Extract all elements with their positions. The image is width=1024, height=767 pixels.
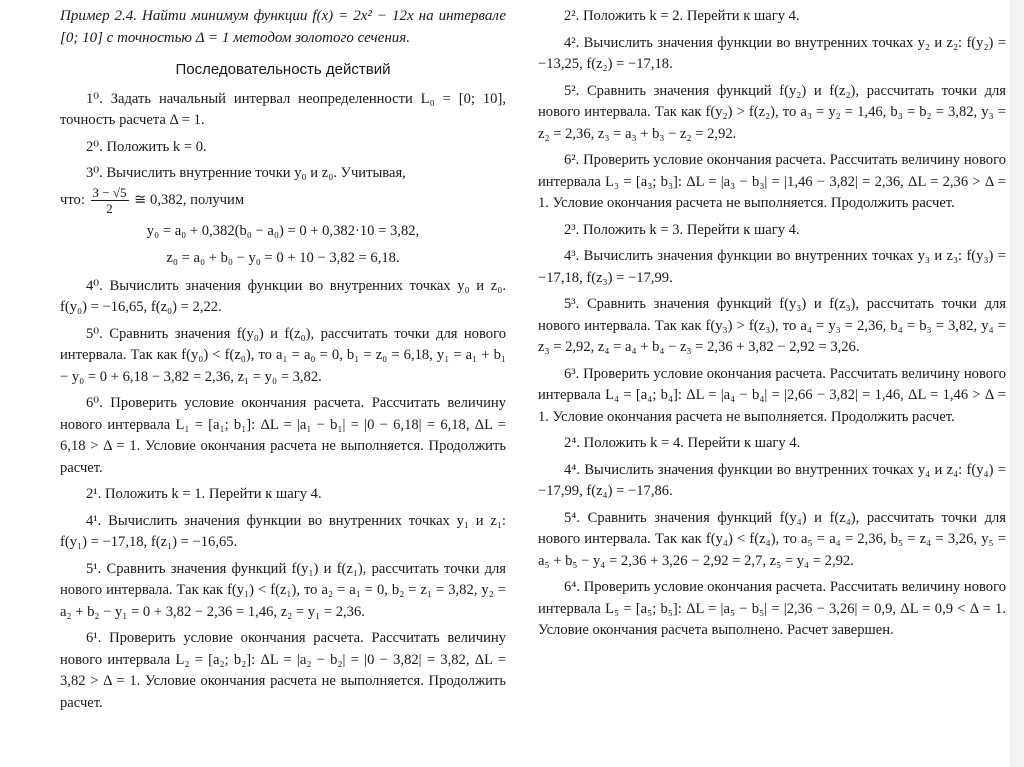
fraction-denominator: 2 — [106, 200, 113, 216]
step-5-1: 5¹. Сравнить значения функций f(y₁) и f(z₁), рассчитать точки для нового интервала. Так как f(y₁) < f(z₁), то a₂ = a₁ = 0, b₂ = z₁ = 3,82, y₂ = a₂ + b₂ − y₁ = 0 + 3,82 − 2,36 = 1,46, z₂ = y₁ = 2,36. — [60, 560, 506, 620]
step-6-4: 6⁴. Проверить условие окончания расчета. Рассчитать величину нового интервала L₅ = [a₅; b₅]: ΔL = |a₅ − b₅| = |2,36 − 3,26| = 0,9, ΔL = 0,9 < Δ = 1. Условие окончания расчета выполнено. Расчет завершен. — [538, 579, 1006, 638]
step-6-3: 6³. Проверить условие окончания расчета. Рассчитать величину нового интервала L₄ = [a₄; b₄]: ΔL = |a₄ − b₄| = |2,66 − 3,82| = 1,46, ΔL = 1,46 > Δ = 1. Условие окончания расчета не выполняется. Продолжить расчет. — [538, 365, 1006, 425]
formula-z0: z₀ = a₀ + b₀ − y₀ = 0 + 10 − 3,82 = 6,18. — [166, 250, 400, 266]
step-5-4: 5⁴. Сравнить значения функций f(y₄) и f(z₄), рассчитать точки для нового интервала. Так как f(y₄) < f(z₄), то a₅ = a₄ = 2,36, b₅ = z₄ = 3,26, y₅ = a₅ + b₅ − y₄ = 2,36 + 3,26 − 2,92 = 2,7, z₅ = y₄ = 2,92. — [538, 509, 1006, 569]
step-6-1: 6¹. Проверить условие окончания расчета. Рассчитать величину нового интервала L₂ = [a₂; b₂]: ΔL = |a₂ − b₂| = |0 − 3,82| = 3,82, ΔL = 3,82 > Δ = 1. Условие окончания расчета не выполняется. Продолжить расчет. — [60, 630, 506, 711]
step-4-0: 4⁰. Вычислить значения функции во внутренних точках y₀ и z₀. f(y₀) = −16,65, f(z₀) = 2,22. — [60, 277, 506, 315]
step-2-4: 2⁴. Положить k = 4. Перейти к шагу 4. — [564, 435, 801, 451]
step-4-3: 4³. Вычислить значения функции во внутренних точках y₃ и z₃: f(y₃) = −17,18, f(z₃) = −17,99. — [538, 248, 1006, 286]
step-2-3: 2³. Положить k = 3. Перейти к шагу 4. — [564, 221, 800, 238]
golden-ratio-line — [60, 185, 506, 216]
step-3-0: 3⁰. Вычислить внутренние точки y₀ и z₀. Учитывая, — [86, 165, 406, 181]
page-edge — [1010, 0, 1024, 767]
step-4-2: 4². Вычислить значения функции во внутренних точках y₂ и z₂: f(y₂) = −13,25, f(z₂) = −17,18. — [538, 34, 1006, 72]
step-1-0: 1⁰. Задать начальный интервал неопределенности L₀ = [0; 10], точность расчета Δ = 1. — [60, 90, 506, 128]
golden-ratio-lead: что: — [60, 191, 85, 208]
step-4-1: 4¹. Вычислить значения функции во внутренних точках y₁ и z₁: f(y₁) = −17,18, f(z₁) = −16,65. — [60, 512, 506, 550]
step-6-0: 6⁰. Проверить условие окончания расчета. Рассчитать величину нового интервала L₁ = [a₁; b₁]: ΔL = |a₁ − b₁| = |0 − 6,18| = 6,18, ΔL = 6,18 > Δ = 1. Условие окончания расчета не выполняется. Продолжить расчет. — [60, 395, 506, 476]
golden-ratio-tail: ≅ 0,382, получим — [134, 191, 245, 208]
step-4-4: 4⁴. Вычислить значения функции во внутренних точках y₄ и z₄: f(y₄) = −17,99, f(z₄) = −17,86. — [538, 461, 1006, 499]
left-column — [60, 6, 506, 719]
step-2-1: 2¹. Положить k = 1. Перейти к шагу 4. — [86, 486, 322, 502]
step-5-0: 5⁰. Сравнить значения f(y₀) и f(z₀), рассчитать точки для нового интервала. Так как f(y₀) < f(z₀), то a₁ = a₀ = 0, b₁ = z₀ = 6,18, y₁ = a₁ + b₁ − y₀ = 0 + 6,18 − 3,82 = 2,36, z₁ = y₀ = 3,82. — [60, 325, 506, 385]
step-5-2: 5². Сравнить значения функций f(y₂) и f(z₂), рассчитать точки для нового интервала. Так как f(y₂) > f(z₂), то a₃ = y₂ = 1,46, b₃ = b₂ = 3,82, y₃ = z₂ = 2,36, z₃ = a₃ + b₃ − z₂ = 2,92. — [538, 82, 1006, 142]
step-5-3: 5³. Сравнить значения функций f(y₃) и f(z₃), рассчитать точки для нового интервала. Так как f(y₃) > f(z₃), то a₄ = y₃ = 2,36, b₄ = b₃ = 3,82, y₄ = z₃ = 2,92, z₄ = a₄ + b₄ − z₃ = 2,36 + 3,82 − 2,92 = 3,26. — [538, 296, 1006, 355]
step-6-2: 6². Проверить условие окончания расчета. Рассчитать величину нового интервала L₃ = [a₃; b₃]: ΔL = |a₃ − b₃| = |1,46 − 3,82| = 2,36, ΔL = 2,36 > Δ = 1. Условие окончания расчета не выполняется. Продолжить расчет. — [538, 152, 1006, 211]
right-column — [538, 6, 1006, 647]
step-2-0: 2⁰. Положить k = 0. — [86, 138, 207, 155]
section-heading: Последовательность действий — [175, 61, 391, 78]
fraction-numerator: 3 − √5 — [92, 184, 127, 200]
formula-y0: y₀ = a₀ + 0,382(b₀ − a₀) = 0 + 0,382·10 = 3,82, — [146, 222, 420, 239]
golden-ratio-fraction — [91, 185, 129, 216]
step-2-2: 2². Положить k = 2. Перейти к шагу 4. — [564, 8, 800, 24]
example-title: Пример 2.4. Найти минимум функции f(x) = 2x² − 12x на интервале [0; 10] с точностью Δ = 1 методом золотого сечения. — [60, 8, 506, 46]
